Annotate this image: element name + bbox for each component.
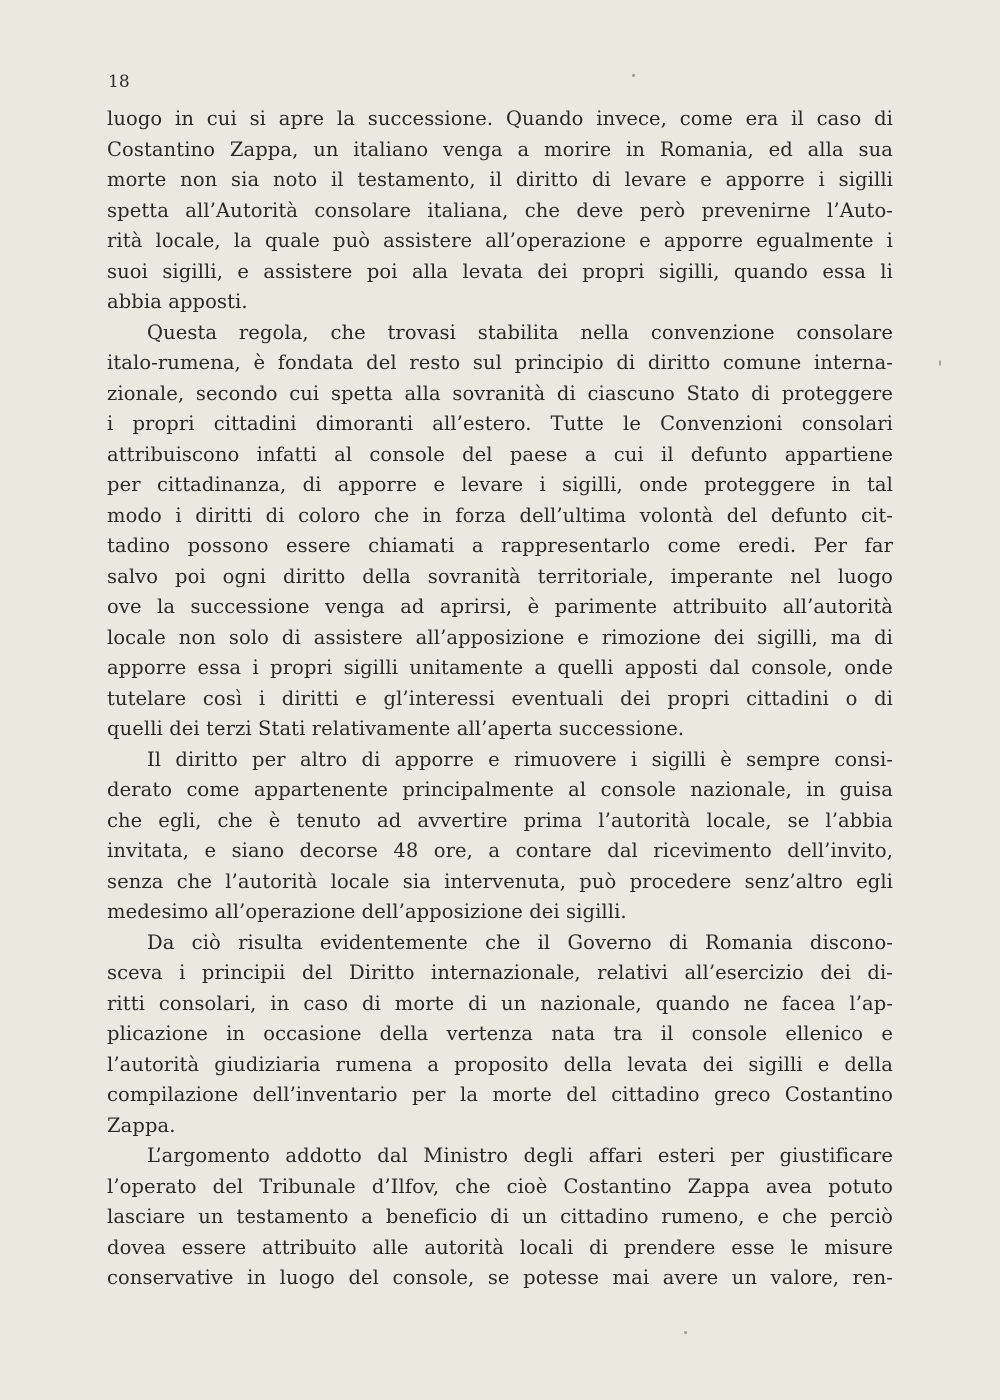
text-line: Questa regola, che trovasi stabilita nella convenzione consolare bbox=[147, 320, 893, 344]
text-line: che egli, che è tenuto ad avvertire prima l’autorità locale, se l’abbia bbox=[107, 808, 893, 832]
text-line: spetta all’Autorità consolare italiana, che deve però prevenirne l’Auto- bbox=[107, 198, 893, 222]
paragraph-1 bbox=[107, 104, 893, 318]
text-line: Costantino Zappa, un italiano venga a morire in Romania, ed alla sua bbox=[107, 137, 893, 161]
text-line: ove la successione venga ad aprirsi, è parimente attribuito all’autorità bbox=[107, 595, 893, 618]
text-line: plicazione in occasione della vertenza nata tra il console ellenico e bbox=[107, 1022, 893, 1045]
text-line: luogo in cui si apre la successione. Quando invece, come era il caso di bbox=[107, 107, 893, 130]
text-line: quelli dei terzi Stati relativamente all’aperta successione. bbox=[107, 717, 685, 740]
text-line: Da ciò risulta evidentemente che il Governo di Romania discono- bbox=[147, 930, 893, 954]
paragraph-2 bbox=[107, 318, 893, 745]
paper-speck bbox=[939, 360, 941, 366]
page-number: 18 bbox=[108, 72, 130, 92]
text-line: tadino possono essere chiamati a rappresentarlo come eredi. Per far bbox=[107, 534, 893, 557]
text-line: abbia apposti. bbox=[107, 290, 248, 313]
text-line: zionale, secondo cui spetta alla sovranità di ciascuno Stato di proteggere bbox=[107, 381, 893, 405]
text-line: L’argomento addotto dal Ministro degli affari esteri per giustificare bbox=[147, 1144, 893, 1167]
paper-speck bbox=[684, 1331, 687, 1334]
text-line: lasciare un testamento a beneficio di un cittadino rumeno, e che perciò bbox=[107, 1205, 893, 1228]
text-line: medesimo all’operazione dell’apposizione dei sigilli. bbox=[107, 900, 627, 923]
text-line: per cittadinanza, di apporre e levare i sigilli, onde proteggere in tal bbox=[107, 473, 893, 496]
paragraph-5 bbox=[107, 1141, 893, 1294]
body-text bbox=[107, 104, 893, 1294]
text-line: apporre essa i propri sigilli unitamente a quelli apposti dal console, onde bbox=[107, 656, 893, 679]
text-line: modo i diritti di coloro che in forza dell’ultima volontà del defunto cit- bbox=[107, 503, 893, 527]
text-line: sceva i principii del Diritto internazionale, relativi all’esercizio dei di- bbox=[107, 961, 893, 984]
text-line: compilazione dell’inventario per la morte del cittadino greco Costantino bbox=[107, 1083, 893, 1106]
text-line: salvo poi ogni diritto della sovranità territoriale, imperante nel luogo bbox=[107, 564, 893, 588]
text-line: dovea essere attribuito alle autorità locali di prendere esse le misure bbox=[107, 1235, 893, 1259]
paragraph-4 bbox=[107, 928, 893, 1142]
text-line: suoi sigilli, e assistere poi alla levata dei propri sigilli, quando essa li bbox=[107, 259, 893, 283]
text-line: tutelare così i diritti e gl’interessi eventuali dei propri cittadini o di bbox=[107, 686, 893, 710]
text-line: ritti consolari, in caso di morte di un nazionale, quando ne facea l’ap- bbox=[107, 991, 893, 1015]
paper-speck bbox=[632, 74, 635, 77]
text-line: invitata, e siano decorse 48 ore, a contare dal ricevimento dell’invito, bbox=[107, 839, 893, 862]
text-line: l’operato del Tribunale d’Ilfov, che cioè Costantino Zappa avea potuto bbox=[107, 1174, 893, 1198]
paragraph-3 bbox=[107, 745, 893, 928]
text-line: morte non sia noto il testamento, il diritto di levare e apporre i sigilli bbox=[107, 168, 893, 191]
text-line: conservative in luogo del console, se potesse mai avere un valore, ren- bbox=[107, 1266, 893, 1289]
text-line: attribuiscono infatti al console del paese a cui il defunto appartiene bbox=[107, 442, 893, 466]
text-line: i propri cittadini dimoranti all’estero. Tutte le Convenzioni consolari bbox=[107, 412, 893, 435]
text-line: l’autorità giudiziaria rumena a proposito della levata dei sigilli e della bbox=[107, 1052, 893, 1076]
text-line: Il diritto per altro di apporre e rimuovere i sigilli è sempre consi- bbox=[147, 747, 893, 771]
text-line: Zappa. bbox=[107, 1113, 176, 1137]
text-line: italo-rumena, è fondata del resto sul principio di diritto comune interna- bbox=[107, 351, 893, 374]
text-line: locale non solo di assistere all’apposizione e rimozione dei sigilli, ma di bbox=[107, 625, 893, 649]
text-line: derato come appartenente principalmente al console nazionale, in guisa bbox=[107, 778, 893, 801]
text-line: rità locale, la quale può assistere all’operazione e apporre egualmente i bbox=[107, 229, 893, 252]
text-line: senza che l’autorità locale sia intervenuta, può procedere senz’altro egli bbox=[107, 869, 893, 893]
